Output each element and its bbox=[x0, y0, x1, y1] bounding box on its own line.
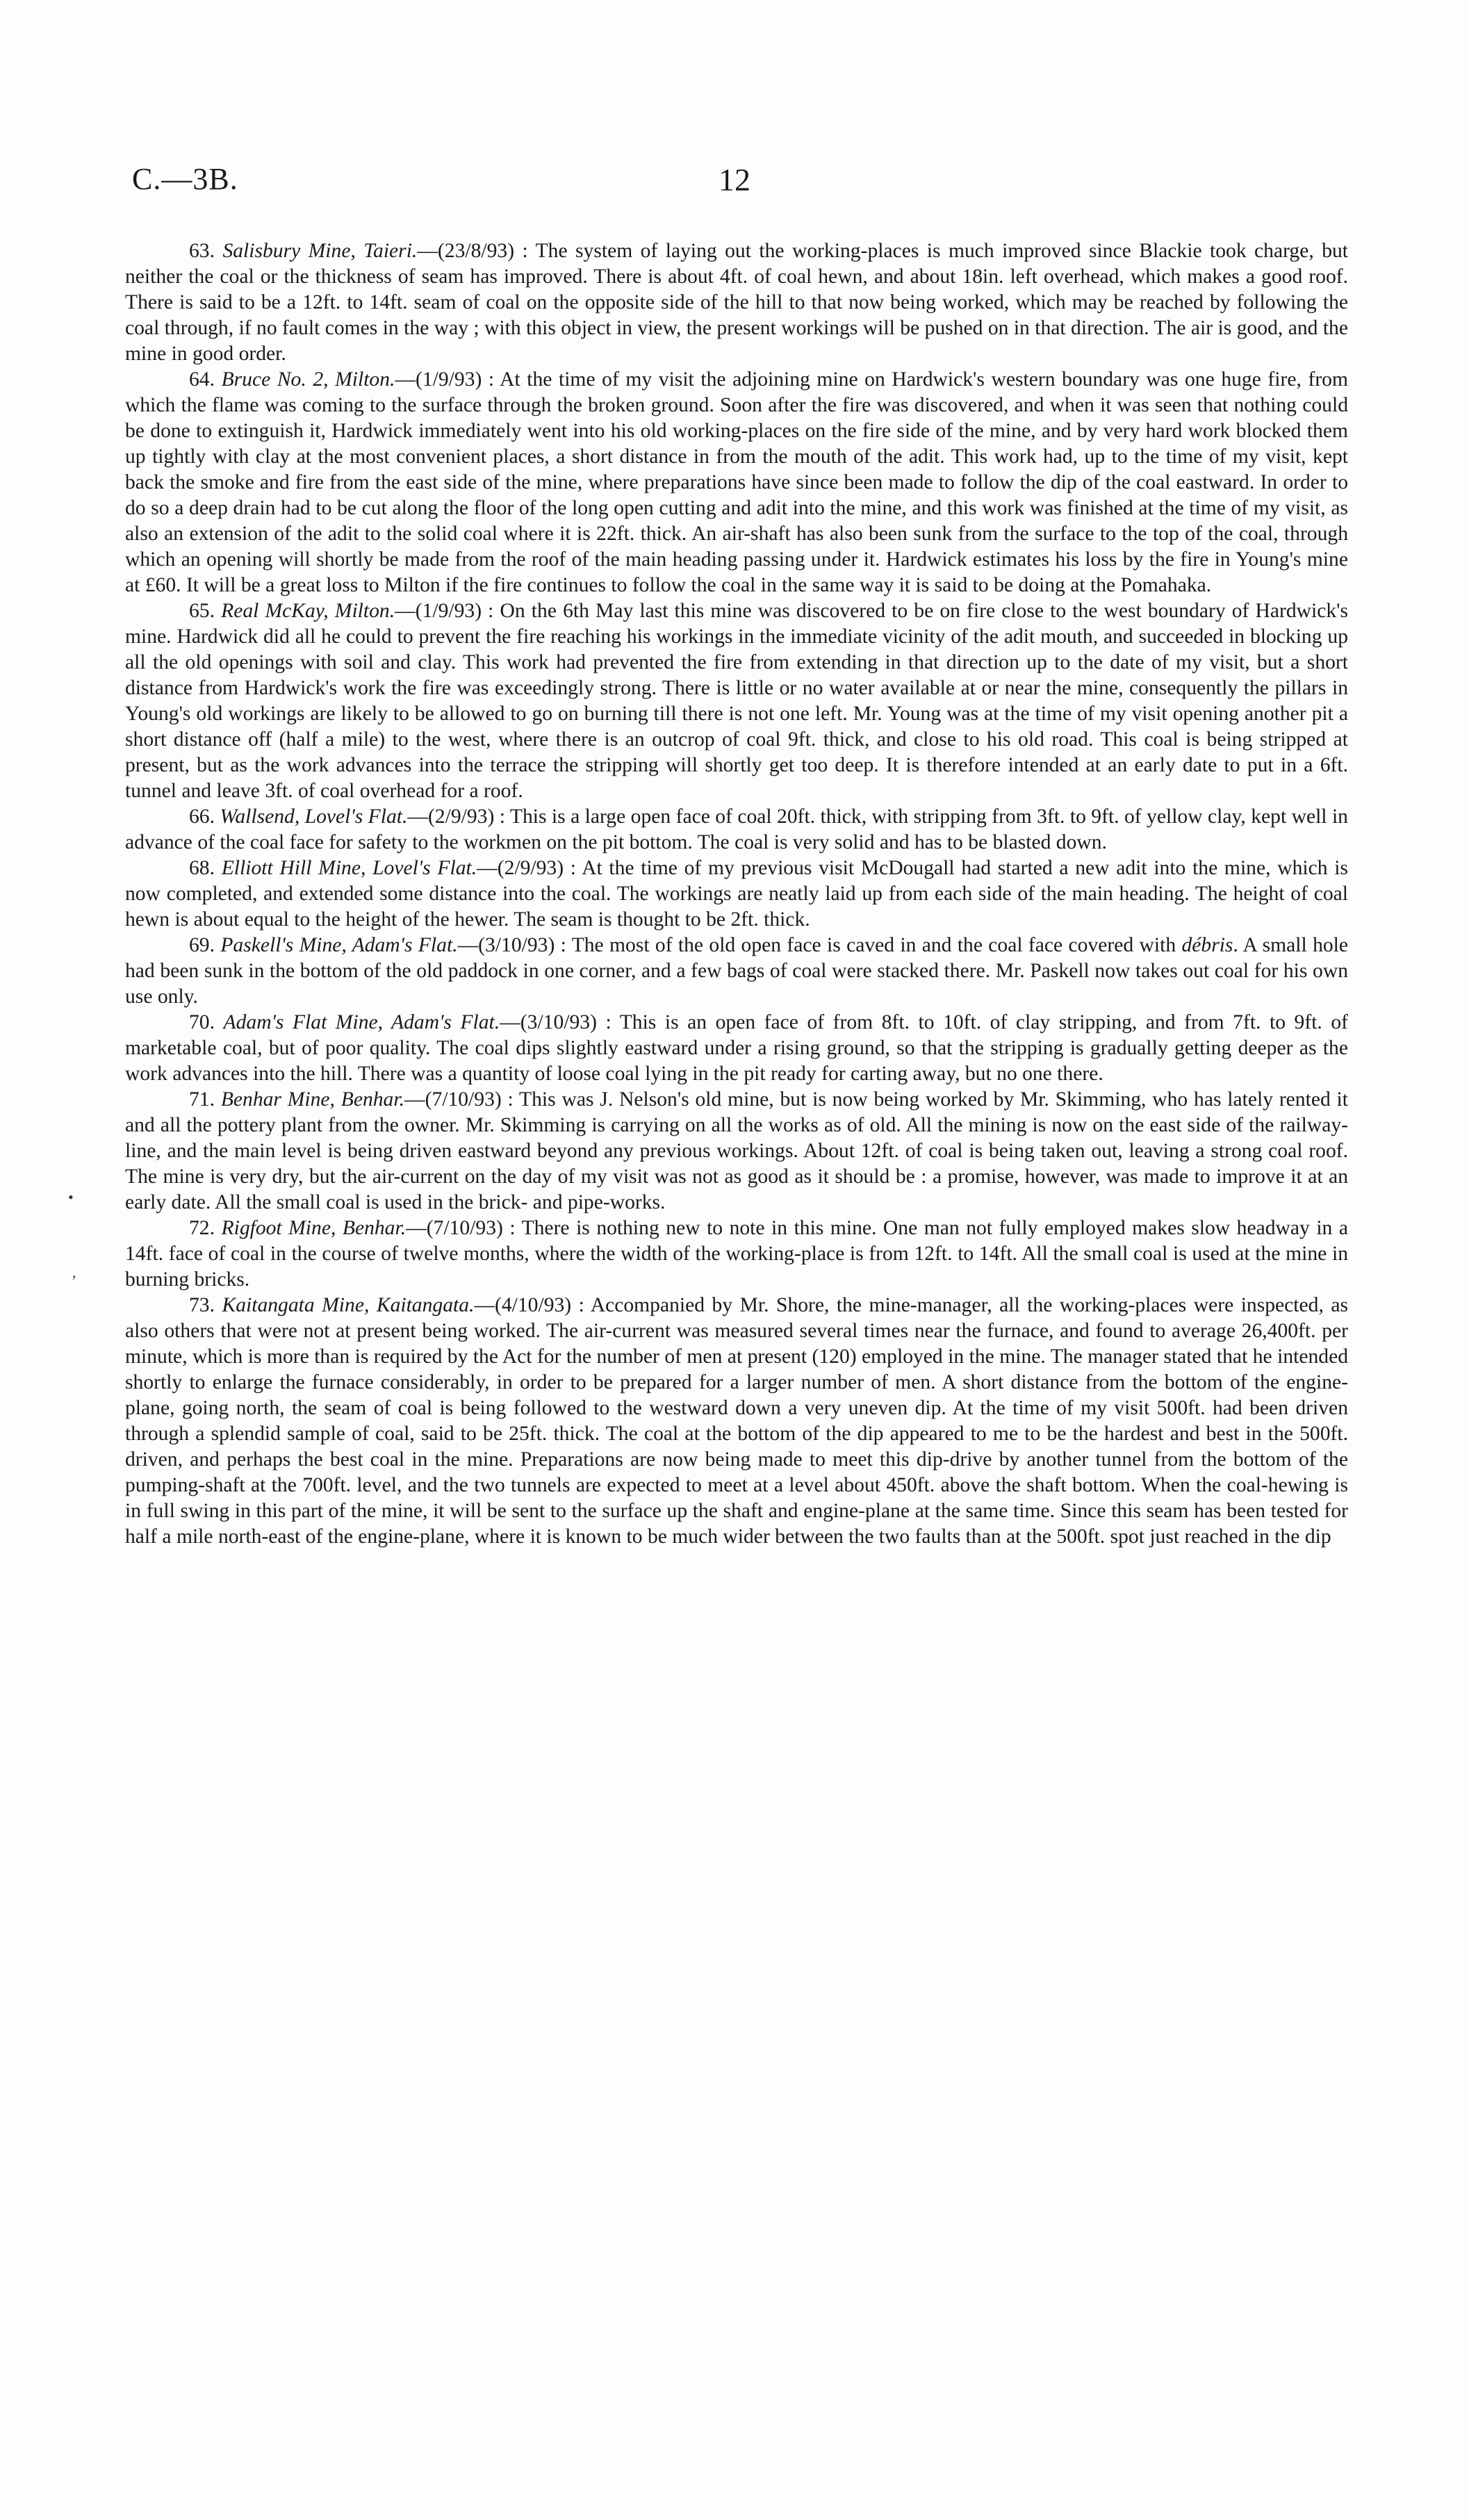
visit-date: —(23/8/93) : bbox=[417, 240, 528, 262]
paragraph-number: 73. bbox=[189, 1294, 215, 1316]
paragraph-number: 72. bbox=[189, 1217, 215, 1239]
paragraph-73 bbox=[125, 1293, 1348, 1550]
paragraph-text: The most of the old open face is caved in and the coal face covered with bbox=[571, 934, 1176, 956]
visit-date: —(3/10/93) : bbox=[457, 934, 566, 956]
mine-title: Elliott Hill Mine, Lovel's Flat. bbox=[221, 857, 477, 879]
paragraph-text: Accompanied by Mr. Shore, the mine-manager, all the working-places were inspected, as also others that were not at present being worked. The air-current was measured several times near the furnace, and found to average 26,400ft. per minute, which is more than is required by the Act for the number of men at present (120) employed in the mine. The manager stated that he intended shortly to enlarge the furnace considerably, in order to be prepared for a larger number of men. A short distance from the bottom of the engine-plane, going north, the seam of coal is being followed to the westward down a very uneven dip. At the time of my visit 500ft. had been driven through a splendid sample of coal, said to be 25ft. thick. The coal at the bottom of the dip appeared to me to be the hardest and best in the 500ft. driven, and perhaps the best coal in the mine. Preparations are now being made to meet this dip-drive by another tunnel from the bottom of the pumping-shaft at the 700ft. level, and the two tunnels are expected to meet at a level about 450ft. above the shaft bottom. When the coal-hewing is in full swing in this part of the mine, it will be sent to the surface up the shaft and engine-plane at the same time. Since this seam has been tested for half a mile north-east of the engine-plane, where it is known to be much wider between the two faults than at the 500ft. spot just reached in the dip bbox=[125, 1294, 1348, 1548]
paragraph-number: 63. bbox=[189, 240, 215, 262]
visit-date: —(1/9/93) : bbox=[395, 600, 494, 622]
paragraph-number: 66. bbox=[189, 805, 215, 828]
mine-title: Kaitangata Mine, Kaitangata. bbox=[222, 1294, 475, 1316]
margin-dot: • bbox=[68, 1188, 74, 1206]
mine-title: Real McKay, Milton. bbox=[221, 600, 395, 622]
mine-title: Salisbury Mine, Taieri. bbox=[222, 240, 418, 262]
paragraph-text: There is nothing new to note in this mine. One man not fully employed makes slow headway in a 14ft. face of coal in the course of twelve months, where the width of the working-place is from 12ft. to 14ft. All the small coal is used at the mine in burning bricks. bbox=[125, 1217, 1348, 1291]
mine-title: Bruce No. 2, Milton. bbox=[221, 368, 395, 391]
paragraph-64 bbox=[125, 367, 1348, 598]
paragraph-65 bbox=[125, 598, 1348, 804]
visit-date: —(7/10/93) : bbox=[404, 1088, 514, 1111]
paragraph-text: The system of laying out the working-places is much improved since Blackie took charge, but neither the coal or the thickness of seam has improved. There is about 4ft. of coal hewn, and about 18in. left overhead, which makes a good roof. There is said to be a 12ft. to 14ft. seam of coal on the opposite side of the hill to that now being worked, which may be reached by following the coal through, if no fault comes in the way ; with this object in view, the present workings will be pushed on in that direction. The air is good, and the mine in good order. bbox=[125, 240, 1349, 365]
page-number: 12 bbox=[719, 162, 750, 197]
mine-title: Paskell's Mine, Adam's Flat. bbox=[220, 934, 458, 956]
paragraph-number: 68. bbox=[189, 857, 215, 879]
report-reference: C.—3B. bbox=[132, 162, 238, 196]
report-body bbox=[125, 238, 1348, 1550]
mine-title: Rigfoot Mine, Benhar. bbox=[221, 1217, 407, 1239]
paragraph-63 bbox=[125, 238, 1348, 367]
paragraph-text-continued: . A small hole had been sunk in the bottom of the old paddock in one corner, and a few bags of coal were stacked there. Mr. Paskell now takes out coal for his own use only. bbox=[125, 934, 1349, 1008]
page-header bbox=[0, 161, 1469, 203]
paragraph-text: This is a large open face of coal 20ft. thick, with stripping from 3ft. to 9ft. of yellow clay, kept well in advance of the coal face for safety to the workmen on the pit bottom. The coal is very solid and has to be blasted down. bbox=[125, 805, 1348, 853]
visit-date: —(4/10/93) : bbox=[474, 1294, 584, 1316]
paragraph-70 bbox=[125, 1010, 1348, 1087]
visit-date: —(1/9/93) : bbox=[395, 368, 495, 391]
paragraph-72 bbox=[125, 1216, 1348, 1293]
visit-date: —(3/10/93) : bbox=[500, 1011, 612, 1033]
paragraph-number: 64. bbox=[189, 368, 215, 391]
paragraph-number: 71. bbox=[189, 1088, 215, 1111]
paragraph-number: 69. bbox=[189, 934, 215, 956]
paragraph-text: At the time of my previous visit McDougall had started a new adit into the mine, which is now completed, and extended some distance into the coal. The workings are neatly laid up from each side of the main heading. The height of coal hewn is about equal to the height of the hewer. The seam is thought to be 2ft. thick. bbox=[125, 857, 1348, 931]
mine-title: Wallsend, Lovel's Flat. bbox=[220, 805, 408, 828]
margin-tick: , bbox=[72, 1263, 76, 1281]
paragraph-text: On the 6th May last this mine was discovered to be on fire close to the west boundary of Hardwick's mine. Hardwick did all he could to prevent the fire reaching his workings in the immediate vicinity of the adit mouth, and succeeded in blocking up all the old openings with soil and clay. This work had prevented the fire from extending in that direction up to the date of my visit, but a short distance from Hardwick's work the fire was exceedingly strong. There is little or no water available at or near the mine, consequently the pillars in Young's old workings are likely to be allowed to go on burning till there is not one left. Mr. Young was at the time of my visit opening another pit a short distance off (half a mile) to the west, where there is an outcrop of coal 9ft. thick, and close to his old road. This coal is being stripped at present, but as the work advances into the terrace the stripping will shortly get too deep. It is therefore intended at an early date to put in a 6ft. tunnel and leave 3ft. of coal overhead for a roof. bbox=[125, 600, 1349, 802]
visit-date: —(2/9/93) : bbox=[477, 857, 576, 879]
paragraph-number: 65. bbox=[189, 600, 215, 622]
paragraph-number: 70. bbox=[189, 1011, 215, 1033]
visit-date: —(7/10/93) : bbox=[406, 1217, 516, 1239]
paragraph-68 bbox=[125, 856, 1348, 933]
paragraph-text: This is an open face of from 8ft. to 10ft. of clay stripping, and from 7ft. to 9ft. of marketable coal, but of poor quality. The coal dips slightly eastward under a rising ground, so that the stripping is gradually getting deeper as the work advances into the hill. There was a quantity of loose coal lying in the pit ready for carting away, but no one there. bbox=[125, 1011, 1349, 1085]
paragraph-66 bbox=[125, 804, 1348, 856]
paragraph-71 bbox=[125, 1087, 1348, 1216]
italic-word: débris bbox=[1181, 934, 1233, 956]
paragraph-69 bbox=[125, 933, 1348, 1010]
paragraph-text: This was J. Nelson's old mine, but is now being worked by Mr. Skimming, who has lately rented it and all the pottery plant from the owner. Mr. Skimming is carrying on all the works as of old. All the mining is now on the east side of the railway-line, and the main level is being driven eastward beyond any previous workings. About 12ft. of coal is being taken out, leaving a strong coal roof. The mine is very dry, but the air-current on the day of my visit was not as good as it should be : a promise, however, was made to improve it at an early date. All the small coal is used in the brick- and pipe-works. bbox=[125, 1088, 1349, 1213]
mine-title: Benhar Mine, Benhar. bbox=[220, 1088, 404, 1111]
visit-date: —(2/9/93) : bbox=[407, 805, 505, 828]
paragraph-text: At the time of my visit the adjoining mine on Hardwick's western boundary was one huge fire, from which the flame was coming to the surface through the broken ground. Soon after the fire was discovered, and when it was seen that nothing could be done to extinguish it, Hardwick immediately went into his old working-places on the fire side of the mine, and by very hard work blocked them up tightly with clay at the most convenient places, a short distance in from the mouth of the adit. This work had, up to the time of my visit, kept back the smoke and fire from the east side of the mine, where preparations have since been made to follow the dip of the coal eastward. In order to do so a deep drain had to be cut along the floor of the long open cutting and adit into the mine, and this work was finished at the time of my visit, as also an extension of the adit to the solid coal where it is 22ft. thick. An air-shaft has also been sunk from the surface to the top of the coal, through which an opening will shortly be made from the roof of the main heading passing under it. Hardwick estimates his loss by the fire in Young's mine at £60. It will be a great loss to Milton if the fire continues to follow the coal in the same way it is said to be doing at the Pomahaka. bbox=[125, 368, 1348, 596]
mine-title: Adam's Flat Mine, Adam's Flat. bbox=[223, 1011, 500, 1033]
